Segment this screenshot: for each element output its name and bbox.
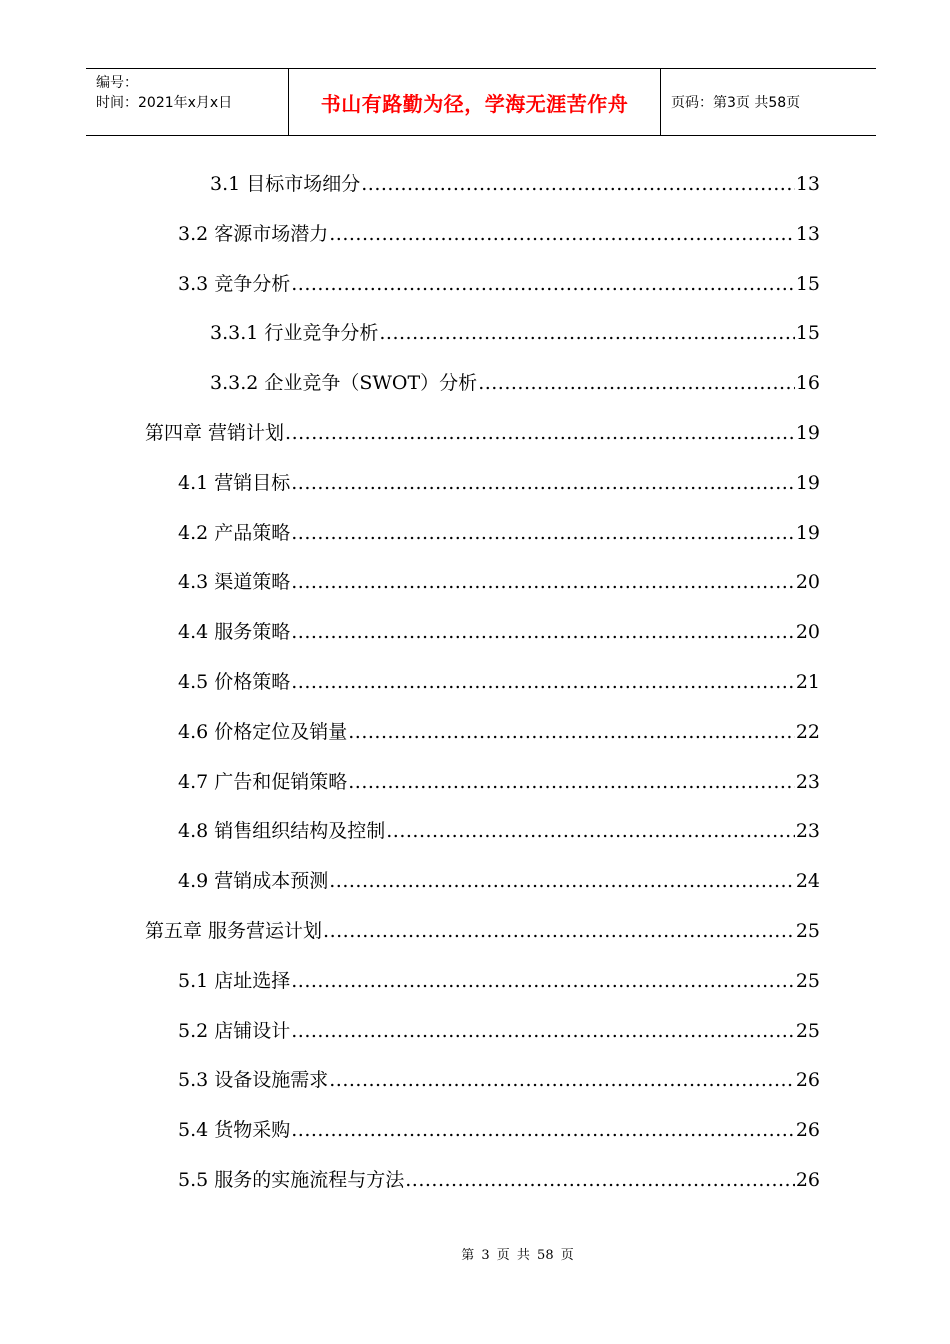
toc-entry-label: 第五章 服务营运计划 <box>145 920 323 942</box>
toc-entry-label: 5.4 货物采购 <box>178 1119 291 1142</box>
header-page-label: 页码：第3页 共58页 <box>671 95 801 111</box>
header-motto-cell <box>288 69 661 135</box>
toc-entry-label: 5.5 服务的实施流程与方法 <box>178 1169 405 1191</box>
toc-entry[interactable] <box>178 757 820 807</box>
toc-entry-label: 3.3.2 企业竞争（SWOT）分析 <box>210 372 478 395</box>
toc-dot-leader <box>323 906 795 956</box>
toc-entry[interactable] <box>178 956 820 1006</box>
toc-dot-leader <box>329 856 795 906</box>
toc-dot-leader <box>291 657 795 707</box>
toc-entry-page: 23 <box>795 820 820 843</box>
toc-dot-leader <box>291 607 795 657</box>
toc-entry-label: 4.1 营销目标 <box>178 471 291 494</box>
toc-entry[interactable] <box>178 1055 820 1105</box>
toc-dot-leader <box>291 1105 795 1155</box>
toc-entry[interactable] <box>178 707 820 757</box>
toc-entry-page: 26 <box>795 1169 820 1191</box>
toc-entry-page: 25 <box>795 1019 820 1042</box>
toc-dot-leader <box>291 458 795 508</box>
toc-entry-page: 13 <box>795 173 820 195</box>
page-header <box>86 68 876 136</box>
toc-entry[interactable] <box>145 906 820 956</box>
toc-dot-leader <box>285 408 795 458</box>
toc-entry[interactable] <box>210 358 820 408</box>
toc-entry-label: 5.2 店铺设计 <box>178 1019 291 1042</box>
toc-entry[interactable] <box>178 607 820 657</box>
toc-entry-page: 26 <box>795 1069 820 1092</box>
toc-entry-page: 20 <box>795 621 820 644</box>
toc-entry-page: 15 <box>795 322 820 345</box>
toc-entry[interactable] <box>178 657 820 707</box>
toc-entry-page: 21 <box>795 671 820 693</box>
toc-dot-leader <box>291 956 795 1006</box>
header-motto: 书山有路勤为径，学海无涯苦作舟 <box>320 91 629 116</box>
toc-dot-leader <box>348 757 795 807</box>
toc-entry-page: 19 <box>795 471 820 494</box>
toc-entry-label: 4.6 价格定位及销量 <box>178 720 348 743</box>
toc-entry-label: 4.3 渠道策略 <box>178 571 291 594</box>
toc-dot-leader <box>478 358 795 408</box>
toc-entry-label: 3.3 竞争分析 <box>178 272 291 295</box>
toc-dot-leader <box>329 1055 795 1105</box>
toc-entry-label: 4.8 销售组织结构及控制 <box>178 820 386 843</box>
header-time-label: 时间：2021年x月x日 <box>96 95 233 111</box>
toc-dot-leader <box>361 159 795 209</box>
toc-entry-label: 5.1 店址选择 <box>178 969 291 992</box>
toc-entry-page: 19 <box>795 521 820 544</box>
toc-entry-page: 23 <box>795 770 820 793</box>
toc-entry[interactable] <box>178 1155 820 1205</box>
toc-entry[interactable] <box>178 1006 820 1056</box>
toc-entry-label: 4.7 广告和促销策略 <box>178 770 348 793</box>
toc-entry-label: 4.5 价格策略 <box>178 671 291 693</box>
toc-entry-label: 4.4 服务策略 <box>178 621 291 644</box>
toc-entry-label: 3.1 目标市场细分 <box>210 173 361 195</box>
toc-entry[interactable] <box>210 159 820 209</box>
toc-entry[interactable] <box>145 408 820 458</box>
toc-entry-page: 19 <box>795 422 820 444</box>
toc-dot-leader <box>405 1155 795 1205</box>
toc-entry-page: 25 <box>795 920 820 942</box>
toc-entry[interactable] <box>178 806 820 856</box>
toc-dot-leader <box>291 259 795 309</box>
toc-dot-leader <box>386 806 795 856</box>
header-page-cell <box>661 69 876 135</box>
toc-dot-leader <box>348 707 795 757</box>
toc-entry-page: 13 <box>795 222 820 245</box>
header-code-label: 编号： <box>96 75 138 91</box>
toc-entry[interactable] <box>178 1105 820 1155</box>
toc-dot-leader <box>291 508 795 558</box>
toc-entry-page: 24 <box>795 870 820 893</box>
toc-entry-label: 5.3 设备设施需求 <box>178 1069 329 1092</box>
toc-dot-leader <box>329 209 795 259</box>
toc-entry[interactable] <box>178 458 820 508</box>
toc-entry-label: 4.9 营销成本预测 <box>178 870 329 893</box>
toc-entry[interactable] <box>178 856 820 906</box>
footer-page-number: 第 3 页 共 58 页 <box>461 1248 574 1263</box>
toc-entry[interactable] <box>178 259 820 309</box>
page-footer <box>0 1244 950 1263</box>
toc-entry-label: 4.2 产品策略 <box>178 521 291 544</box>
toc-entry-page: 16 <box>795 372 820 395</box>
toc-entry-label: 3.2 客源市场潜力 <box>178 222 329 245</box>
toc-entry-label: 第四章 营销计划 <box>145 422 285 444</box>
toc-entry[interactable] <box>178 508 820 558</box>
toc-entry-page: 22 <box>795 720 820 743</box>
toc-entry-page: 20 <box>795 571 820 594</box>
toc-entry-page: 25 <box>795 969 820 992</box>
toc-entry[interactable] <box>210 308 820 358</box>
header-meta-cell <box>86 69 288 135</box>
toc-entry-page: 15 <box>795 272 820 295</box>
toc-dot-leader <box>379 308 794 358</box>
toc-entry[interactable] <box>178 557 820 607</box>
toc-entry-page: 26 <box>795 1119 820 1142</box>
toc-dot-leader <box>291 1006 795 1056</box>
toc-entry-label: 3.3.1 行业竞争分析 <box>210 322 379 345</box>
toc-dot-leader <box>291 557 795 607</box>
toc-entry[interactable] <box>178 209 820 259</box>
